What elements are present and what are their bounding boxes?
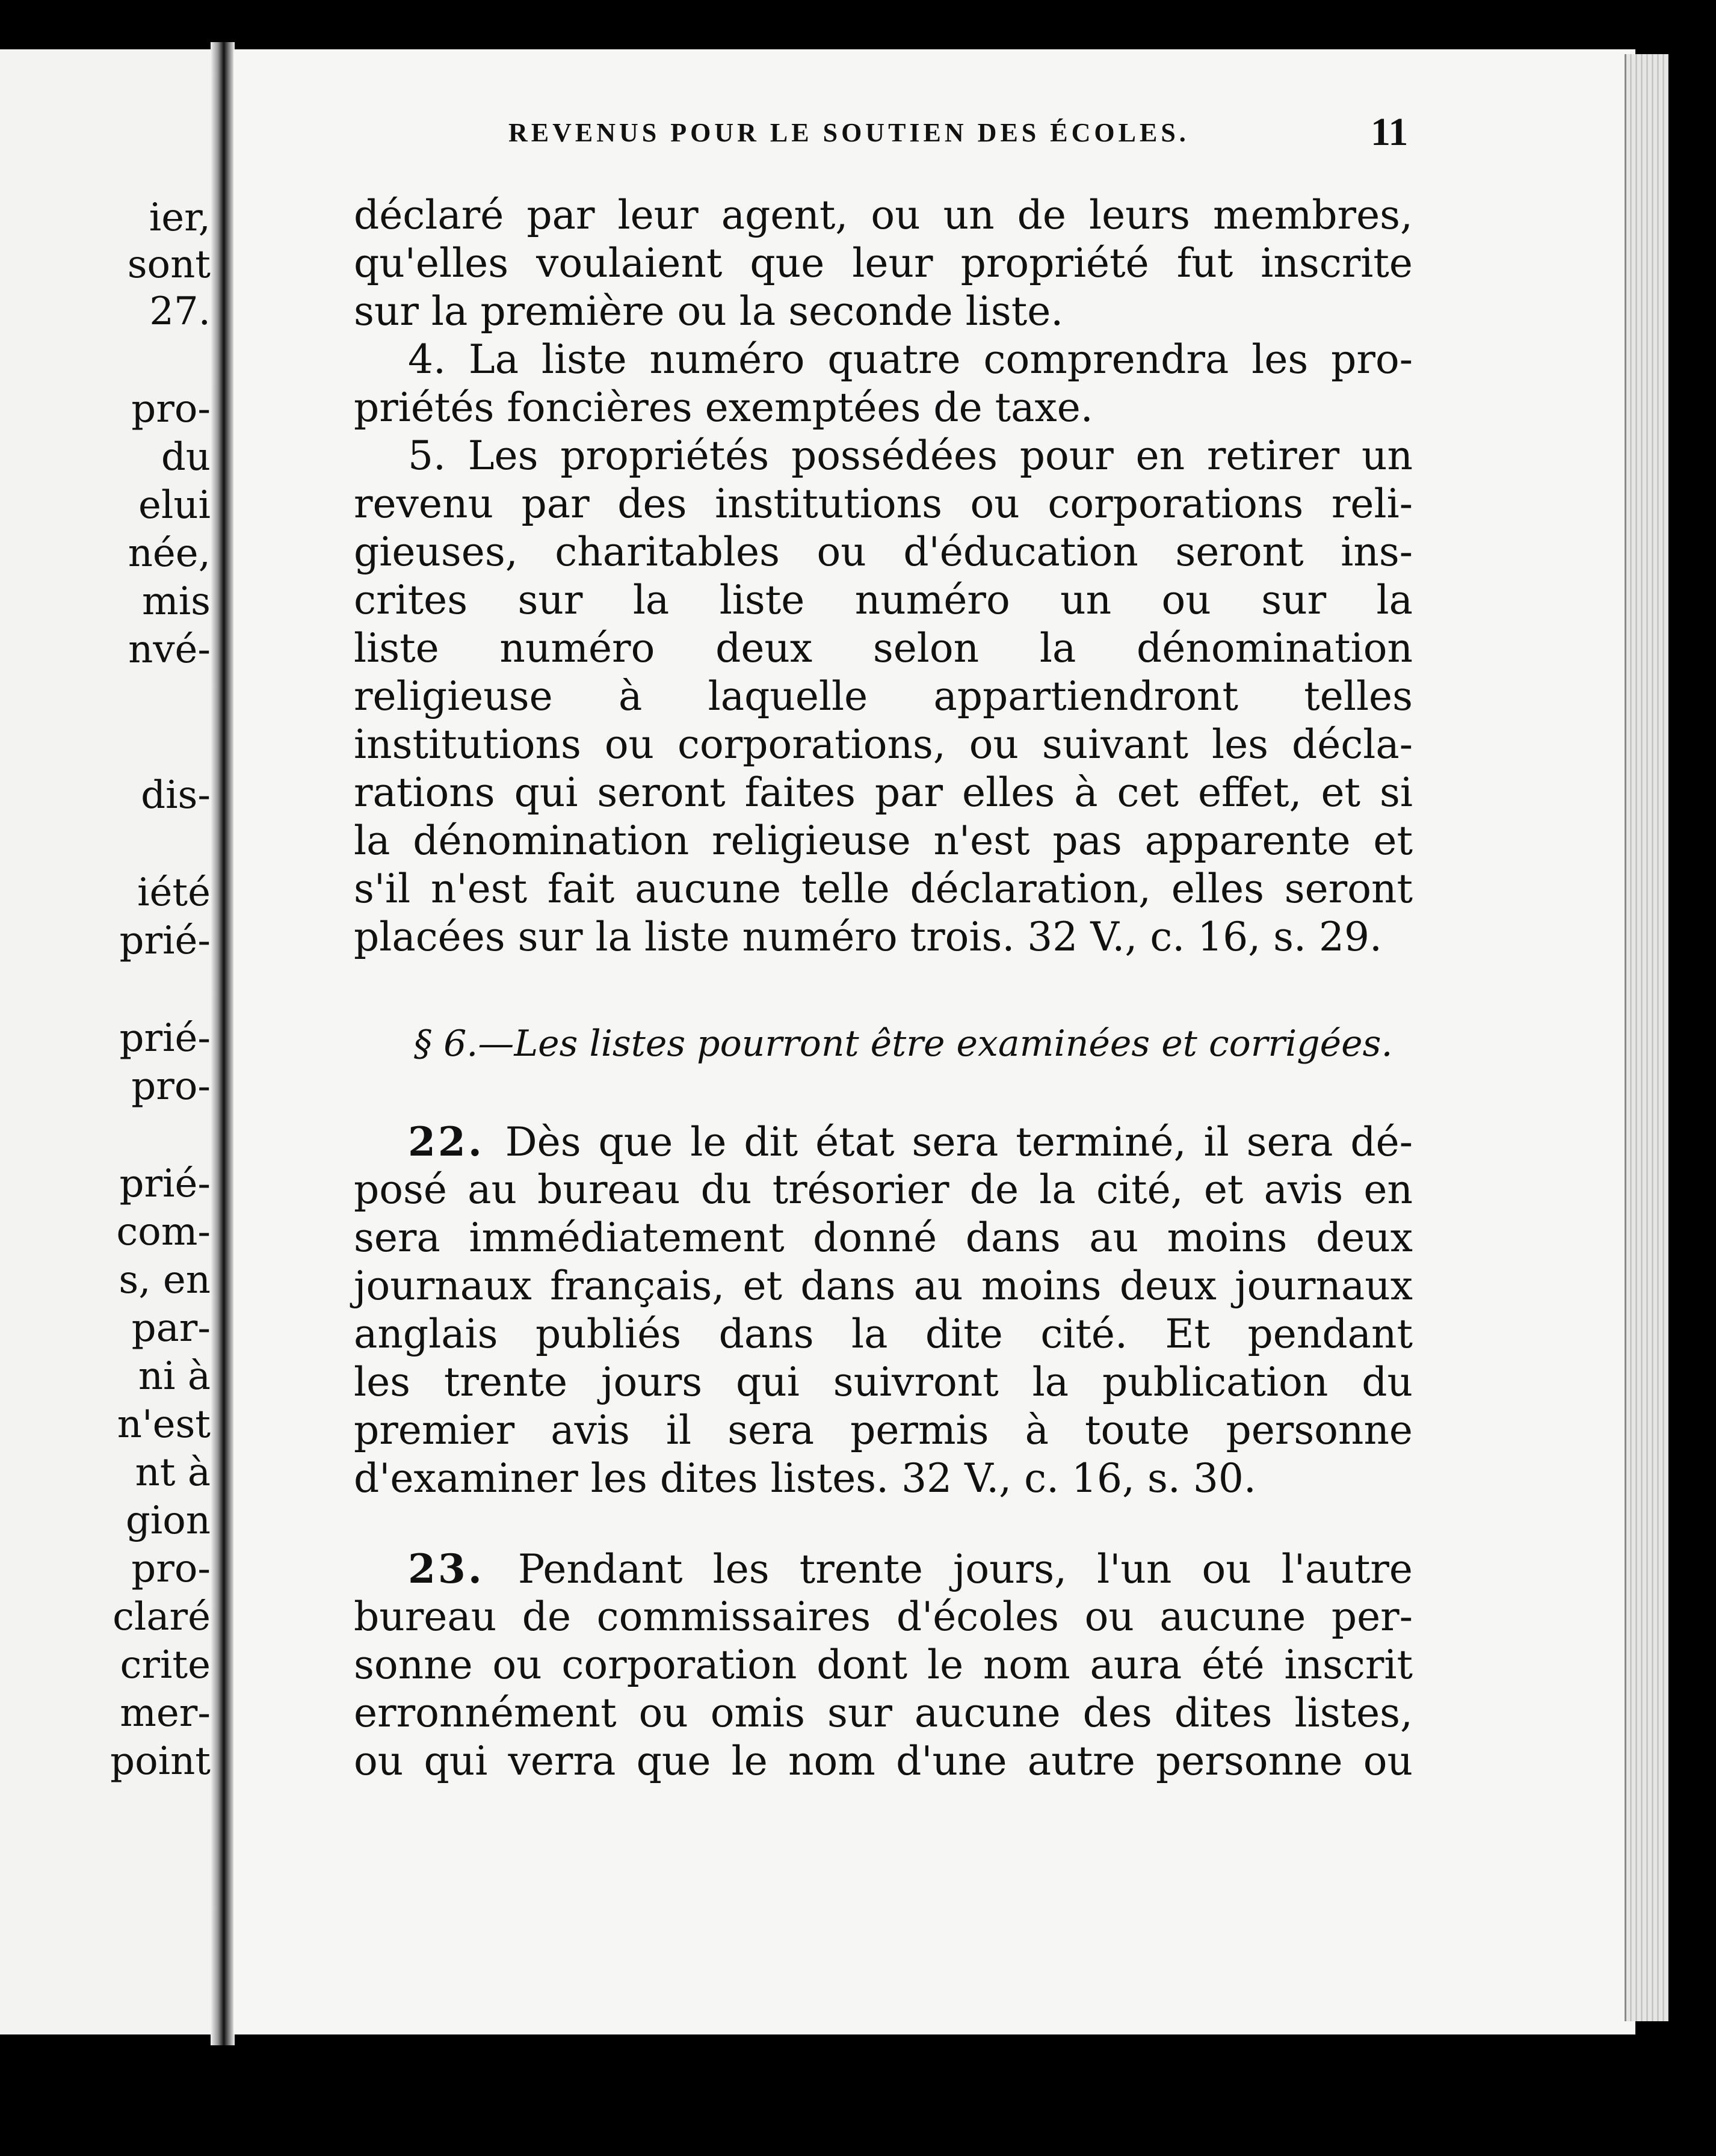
left-page-line: iété [137, 870, 211, 915]
left-page-line: claré [113, 1595, 211, 1639]
left-page-line: ni à [138, 1354, 211, 1399]
text-line: la dénomination religieuse n'est pas apparente et [354, 818, 1413, 864]
text-line: qu'elles voulaient que leur propriété fut inscrite [354, 240, 1413, 286]
text-line: posé au bureau du trésorier de la cité, et avis en [354, 1166, 1413, 1213]
article-number: 22. [408, 1118, 505, 1165]
text-line: déclaré par leur agent, ou un de leurs membres, [354, 192, 1413, 238]
left-page-line: s, en [119, 1258, 211, 1302]
text-line: s'il n'est fait aucune telle déclaration, elles seront [354, 866, 1413, 912]
text-line: sonne ou corporation dont le nom aura été inscrit [354, 1642, 1413, 1688]
text-line [354, 1545, 1413, 1593]
article-number: 23. [408, 1545, 518, 1592]
left-page-line: nt à [135, 1450, 211, 1495]
article-22 [354, 1118, 1413, 1503]
text-line: gieuses, charitables ou d'éducation seront ins- [354, 529, 1413, 575]
left-page-line: pro- [131, 387, 211, 431]
left-page-line: com- [116, 1210, 211, 1254]
left-page-fragment [0, 49, 223, 2034]
left-page-line: pro- [131, 1547, 211, 1591]
left-page-line: n'est [117, 1402, 211, 1447]
left-page-line: par- [131, 1306, 211, 1351]
left-page-line: née, [128, 531, 211, 576]
left-page-line: sont [127, 242, 211, 287]
page-edges [1625, 54, 1668, 2021]
left-page-line: nvé- [128, 627, 211, 672]
left-page-line: ier, [149, 196, 211, 240]
article-23 [354, 1545, 1413, 1785]
left-page-line: pro- [131, 1064, 211, 1109]
left-page-line: du [161, 435, 211, 479]
left-page-line: prié- [119, 919, 211, 963]
text-line: placées sur la liste numéro trois. 32 V., c. 16, s. 29. [354, 914, 1382, 960]
left-page-line: elui [138, 483, 211, 528]
page-number: 11 [1371, 110, 1409, 154]
text-line: rations qui seront faites par elles à cet effet, et si [354, 769, 1413, 816]
left-page-line: prié- [119, 1162, 211, 1206]
text-line: 4. La liste numéro quatre comprendra les pro- [408, 336, 1413, 383]
text-line: institutions ou corporations, ou suivant les décla- [354, 721, 1413, 768]
left-page-line: mer- [120, 1691, 211, 1736]
text-line: bureau de commissaires d'écoles ou aucune per- [354, 1594, 1413, 1640]
left-page-line: 27. [149, 289, 211, 334]
left-page-line: prié- [119, 1016, 211, 1061]
text-line: revenu par des institutions ou corporations reli- [354, 481, 1413, 527]
text-line: journaux français, et dans au moins deux journaux [354, 1263, 1413, 1309]
left-page-line: mis [142, 579, 211, 624]
text-line: d'examiner les dites listes. 32 V., c. 16, s. 30. [354, 1455, 1256, 1502]
article-first-line: Dès que le dit état sera terminé, il sera dé- [505, 1119, 1413, 1165]
text-line [354, 1118, 1413, 1166]
text-line: sur la première ou la seconde liste. [354, 288, 1064, 334]
paragraph-block-top [354, 191, 1413, 961]
text-line: ou qui verra que le nom d'une autre personne ou [354, 1738, 1413, 1784]
running-head: REVENUS POUR LE SOUTIEN DES ÉCOLES. [508, 118, 1190, 147]
left-page-line: crite [120, 1643, 211, 1687]
text-line: liste numéro deux selon la dénomination [354, 625, 1413, 671]
text-line: anglais publiés dans la dite cité. Et pendant [354, 1311, 1413, 1357]
left-page-line: dis- [141, 773, 211, 818]
section-heading: § 6.—Les listes pourront être examinées et corrigées. [414, 1023, 1393, 1065]
text-line: crites sur la liste numéro un ou sur la [354, 577, 1413, 623]
text-line: erronnément ou omis sur aucune des dites listes, [354, 1690, 1413, 1736]
text-line: religieuse à laquelle appartiendront telles [354, 673, 1413, 719]
book-gutter [211, 42, 235, 2045]
article-first-line: Pendant les trente jours, l'un ou l'autre [517, 1546, 1413, 1592]
text-line: priétés foncières exemptées de taxe. [354, 384, 1093, 431]
text-line: sera immédiatement donné dans au moins deux [354, 1215, 1413, 1261]
left-page-line: point [110, 1739, 211, 1784]
text-line: les trente jours qui suivront la publication du [354, 1359, 1413, 1405]
text-line: 5. Les propriétés possédées pour en retirer un [408, 433, 1413, 479]
left-page-line: gion [125, 1498, 211, 1543]
text-line: premier avis il sera permis à toute personne [354, 1407, 1413, 1453]
